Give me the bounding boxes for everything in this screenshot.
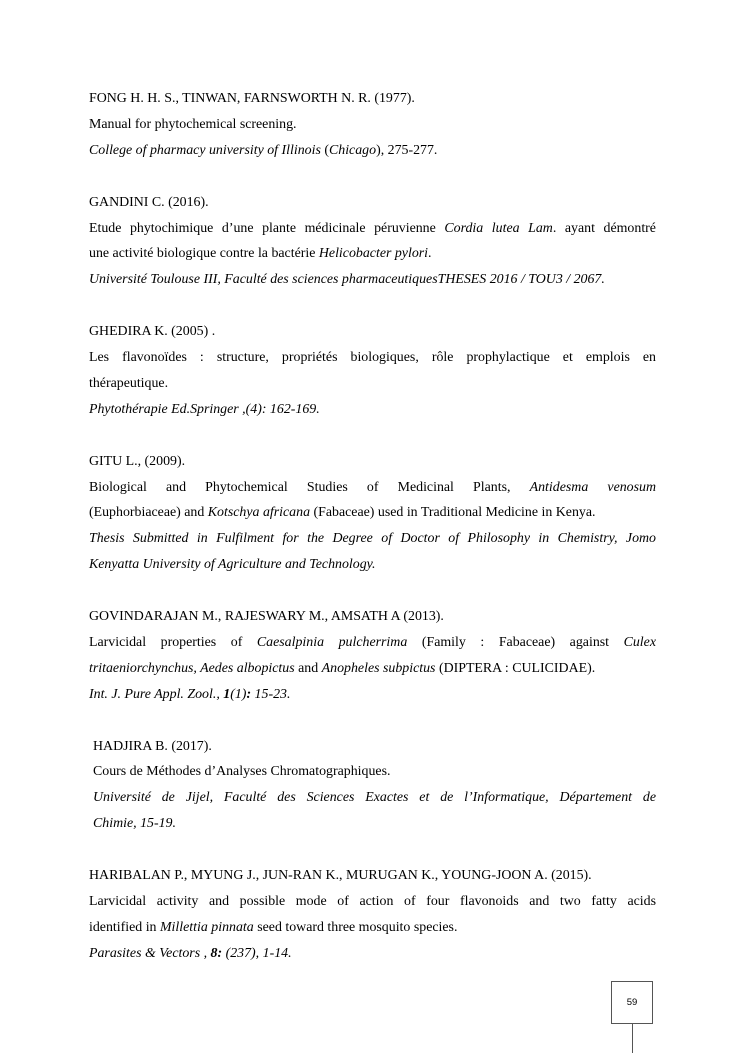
reference-source: College of pharmacy university of Illinois (Chicago), 275-277.	[89, 142, 438, 158]
reference-source: Parasites & Vectors , 8: (237), 1-14.	[89, 945, 292, 961]
reference-heading: GHEDIRA K. (2005) .	[89, 324, 216, 340]
reference-title-cont: (Euphorbiaceae) and Kotschya africana (Fabaceae) used in Traditional Medicine in Kenya.	[89, 505, 596, 521]
reference-title-cont: thérapeutique.	[89, 375, 169, 391]
reference-title-cont: tritaeniorchynchus, Aedes albopictus and Anopheles subpictus (DIPTERA : CULICIDAE).	[89, 660, 596, 676]
reference-source: Université de Jijel, Faculté des Sciences Exactes et de l’Informatique, Département de	[93, 790, 656, 806]
references-list	[89, 86, 656, 993]
reference-govindarajan	[89, 604, 656, 708]
reference-source-cont: Kenyatta University of Agriculture and Technology.	[89, 557, 376, 573]
reference-heading: HADJIRA B. (2017).	[93, 738, 212, 754]
reference-title: Biological and Phytochemical Studies of Medicinal Plants, Antidesma venosum	[89, 479, 657, 495]
reference-source: Int. J. Pure Appl. Zool., 1(1): 15-23.	[89, 686, 291, 702]
reference-source-cont: Chimie, 15-19.	[93, 816, 176, 832]
reference-heading: FONG H. H. S., TINWAN, FARNSWORTH N. R. (1977).	[89, 91, 415, 106]
reference-fong	[89, 86, 656, 164]
reference-title-cont: une activité biologique contre la bactérie Helicobacter pylori.	[89, 246, 432, 262]
reference-ghedira	[89, 319, 656, 423]
reference-hadjira	[89, 734, 656, 838]
reference-source: Thesis Submitted in Fulfilment for the Degree of Doctor of Philosophy in Chemistry, Jomo	[89, 531, 656, 547]
page-number: 59	[611, 981, 653, 1024]
reference-heading: GITU L., (2009).	[89, 453, 186, 469]
reference-haribalan	[89, 863, 656, 967]
reference-heading: GOVINDARAJAN M., RAJESWARY M., AMSATH A (2013).	[89, 609, 444, 625]
reference-gitu	[89, 449, 656, 579]
reference-heading: HARIBALAN P., MYUNG J., JUN-RAN K., MURUGAN K., YOUNG-JOON A. (2015).	[89, 868, 592, 884]
reference-title: Etude phytochimique d’une plante médicinale péruvienne Cordia lutea Lam. ayant démontré	[89, 220, 656, 236]
reference-gandini	[89, 190, 656, 294]
reference-source: Université Toulouse III, Faculté des sciences pharmaceutiquesTHESES 2016 / TOU3 / 2067.	[89, 272, 605, 288]
reference-title: Larvicidal activity and possible mode of action of four flavonoids and two fatty acids	[89, 894, 656, 909]
reference-title-cont: identified in Millettia pinnata seed toward three mosquito species.	[89, 919, 458, 935]
reference-title: Cours de Méthodes d’Analyses Chromatographiques.	[93, 764, 391, 780]
reference-title: Les flavonoïdes : structure, propriétés biologiques, rôle prophylactique et emplois en	[89, 350, 656, 366]
page-number-stem	[632, 1024, 633, 1053]
reference-source: Phytothérapie Ed.Springer ,(4): 162-169.	[89, 401, 320, 417]
reference-title: Manual for phytochemical screening.	[89, 116, 297, 132]
reference-heading: GANDINI C. (2016).	[89, 194, 209, 210]
reference-title: Larvicidal properties of Caesalpinia pulcherrima (Family : Fabaceae) against Culex	[89, 634, 656, 650]
